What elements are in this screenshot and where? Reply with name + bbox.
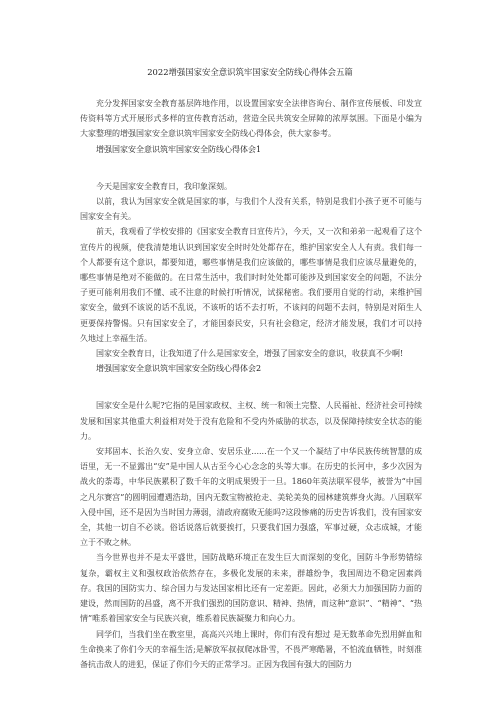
section-gap — [80, 157, 422, 179]
paragraph: 国家安全是什么呢?它指的是国家政权、主权、统一和领土完整、人民福祉、经济社会可持续发展和国家其他重大利益相对处于没有危险和不受内外威胁的状态，以及保障持续安全状态的能力。 — [80, 401, 422, 441]
section-heading-1: 增强国家安全意识筑牢国家安全防线心得体会1 — [96, 144, 262, 154]
intro-paragraph: 充分发挥国家安全教育基层阵地作用，以设置国家安全法律咨询台、制作宣传展板、印发宣传资料等方式开展形式多样的宣传教育活动，营造全民共筑安全屏障的浓厚氛围。下面是小编为大家整理的增强国家安全意识筑牢国家安全防线心得体会，供大家参考。 — [80, 99, 422, 139]
paragraph: 以前，我认为国家安全就是国家的事，与我们个人没有关系，特别是我们小孩子更不可能与国家安全有关。 — [80, 197, 422, 222]
paragraph: 同学们，当我们坐在教室里，高高兴兴地上课时，你们有没有想过 是无数革命先烈用鲜血和生命换来了你们今天的幸福生活;是解放军叔叔爬冰卧雪，不畏严寒酷暑，不怕流血牺牲，时刻准备抗击敌人的进犯，保证了你们今天的正常学习。正因为我国有强大的国防力 — [80, 629, 422, 669]
section-heading-2: 增强国家安全意识筑牢国家安全防线心得体会2 — [96, 364, 262, 374]
paragraph: 今天是国家安全教育日，我印象深刻。 — [96, 181, 232, 191]
paragraph: 当今世界也并不是太平盛世，国防战略环境正在发生巨大而深刻的变化，国防斗争形势错综复杂，霸权主义和强权政治依然存在，多极化发展的未来，群雄纷争，我国周边不稳定因素尚存。我国的国防实力、综合国力与发达国家相比还有一定差距。因此，必须大力加强国防力面的建设，然而国防的昌盛，离不开我们强烈的国防意识、精神、热情，而这种“意识”、“精神”、“热情”唯系着国家安全与民族兴衰，维系着民族凝聚力和向心力。 — [80, 553, 422, 624]
document-body — [80, 96, 422, 672]
document-title: 2022增强国家安全意识筑牢国家安全防线心得体会五篇 — [147, 67, 353, 77]
paragraph: 前天，我观看了学校安排的《国家安全教育日宣传片》，今天，又一次和弟弟一起观看了这个宣传片的视频，使我清楚地认识到国家安全时时处处都存在，维护国家安全人人有责。我们每一个人都要有这个意识，都要知道，哪些事情是我们应该做的，哪些事情是我们应该尽量避免的，哪些事情是绝对不能做的。在日常生活中，我们时时处处都可能涉及到国家安全的问题，不法分子更可能利用我们不懂、或不注意的时候打听情况，试探秘密。我们要用自觉的行动，来维护国家安全，做到不该说的话不乱说，不该听的话不去打听，不该问的问题不去问，特别是对陌生人更要保持警惕。只有国家安全了，才能国泰民安，只有社会稳定，经济才能发展，我们才可以持久地过上幸福生活。 — [80, 227, 422, 343]
paragraph: 国家安全教育日，让我知道了什么是国家安全，增强了国家安全的意识，收获真不少啊! — [96, 349, 404, 359]
paragraph: 安邦固本、长治久安、安身立命、安居乐业......在一个又一个凝结了中华民族传统智慧的成语里，无一不显露出“安”是中国人从古至今心心念念的头等大事。在历史的长河中，多少次因为战火的荼毒，中华民族累积了数千年的文明成果毁于一旦。1860年英法联军侵华，被誉为“中国之凡尔赛宫”的圆明园遭遇浩劫，国内无数宝物被抢走、美轮美奂的园林建筑葬身火海。八国联军入侵中国，还不是因为当时国力薄弱，清政府腐败无能吗?这段惨痛的历史告诉我们，没有国家安全，其他一切自不必谈。俗话说落后就要挨打，只要我们国力强盛，军事过硬，众志成城，才能立于不败之林。 — [80, 447, 422, 548]
section-gap — [80, 376, 422, 398]
